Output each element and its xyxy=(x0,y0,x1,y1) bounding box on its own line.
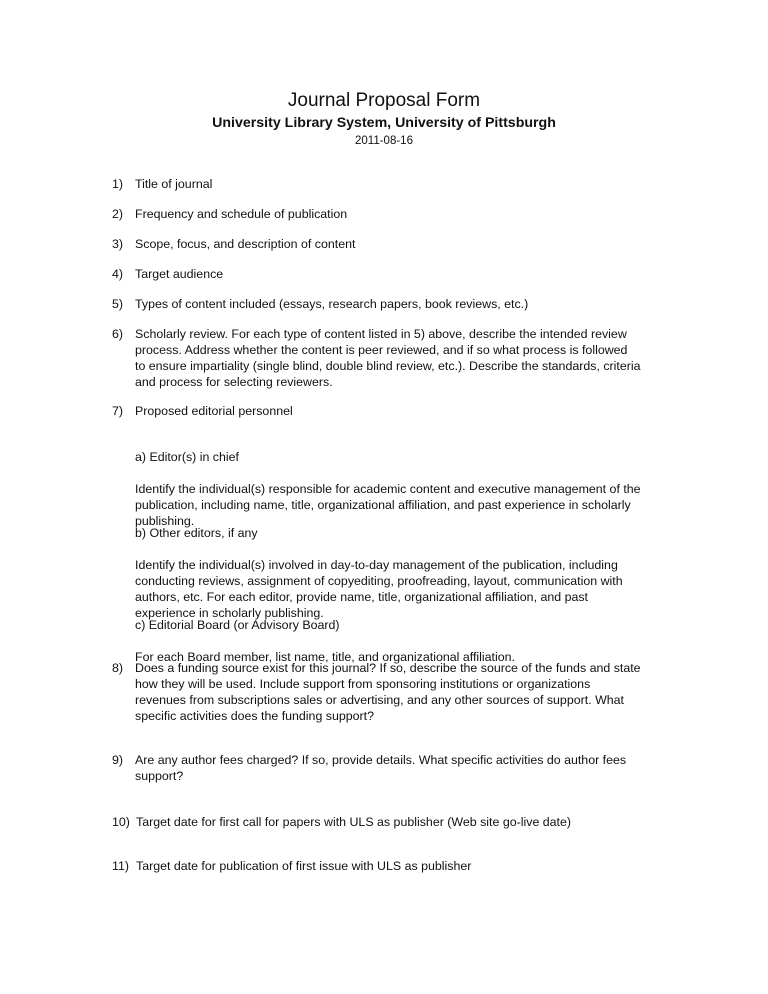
page-subtitle: University Library System, University of Pittsburgh xyxy=(212,115,556,131)
subitem-heading: b) Other editors, if any xyxy=(135,526,258,540)
subitem-text: Identify the individual(s) involved in day-to-day management of the publication, including conducting reviews, assignment of copyediting, proofreading, layout, communication with authors, etc. For each editor, provide name, title, organizational affiliation, and past experience in scholarly publishing. xyxy=(135,558,623,620)
list-item-6 xyxy=(112,326,692,390)
item-number: 6) xyxy=(112,327,124,341)
list-item-7 xyxy=(112,403,692,419)
item-text: Target date for first call for papers with ULS as publisher (Web site go-live date) xyxy=(136,815,572,829)
item-text: Proposed editorial personnel xyxy=(135,404,293,418)
list-item-4 xyxy=(112,266,692,282)
item-text: Scholarly review. For each type of content listed in 5) above, describe the intended review process. Address whether the content is peer reviewed, and if so what process is followed to ensure impartiality (single blind, double blind review, etc.). Describe the standards, criteria and process for selecting reviewers. xyxy=(135,327,641,389)
item-number: 2) xyxy=(112,207,124,221)
page-title: Journal Proposal Form xyxy=(287,90,481,111)
item-text: Title of journal xyxy=(135,177,213,191)
list-item-5 xyxy=(112,296,692,312)
item-text: Target audience xyxy=(135,267,224,281)
document-date: 2011-08-16 xyxy=(355,135,413,147)
list-item-2 xyxy=(112,206,692,222)
item-number: 3) xyxy=(112,237,124,251)
list-item-11 xyxy=(112,858,692,874)
item-number: 4) xyxy=(112,267,124,281)
item-text: Frequency and schedule of publication xyxy=(135,207,348,221)
list-item-8 xyxy=(112,660,692,724)
list-item-9 xyxy=(112,752,692,784)
list-item-3 xyxy=(112,236,692,252)
list-item-1 xyxy=(112,176,692,192)
subitem-heading: a) Editor(s) in chief xyxy=(135,450,239,464)
item-text: Does a funding source exist for this journal? If so, describe the source of the funds and state how they will be used. Include support from sponsoring institutions or organizations revenues from subscriptions sales or advertising, and any other sources of support. What specific activities does the funding support? xyxy=(135,661,641,723)
list-item-10 xyxy=(112,814,692,830)
subitem-heading: c) Editorial Board (or Advisory Board) xyxy=(135,618,340,632)
subitem-text: For each Board member, list name, title, and organizational affiliation. xyxy=(135,650,515,664)
item-number: 11) xyxy=(112,859,129,873)
item-text: Target date for publication of first issue with ULS as publisher xyxy=(136,859,472,873)
item-number: 1) xyxy=(112,177,124,191)
item-number: 5) xyxy=(112,297,124,311)
item-number: 8) xyxy=(112,661,124,675)
item-text: Are any author fees charged? If so, provide details. What specific activities do author fees support? xyxy=(135,753,627,783)
item-number: 10) xyxy=(112,815,130,829)
item-number: 7) xyxy=(112,404,124,418)
item-text: Scope, focus, and description of content xyxy=(135,237,356,251)
item-text: Types of content included (essays, research papers, book reviews, etc.) xyxy=(135,297,529,311)
subitem-text: Identify the individual(s) responsible for academic content and executive management of the publication, including name, title, organizational affiliation, and past experience in scholarly publishing. xyxy=(135,482,641,528)
item-number: 9) xyxy=(112,753,124,767)
